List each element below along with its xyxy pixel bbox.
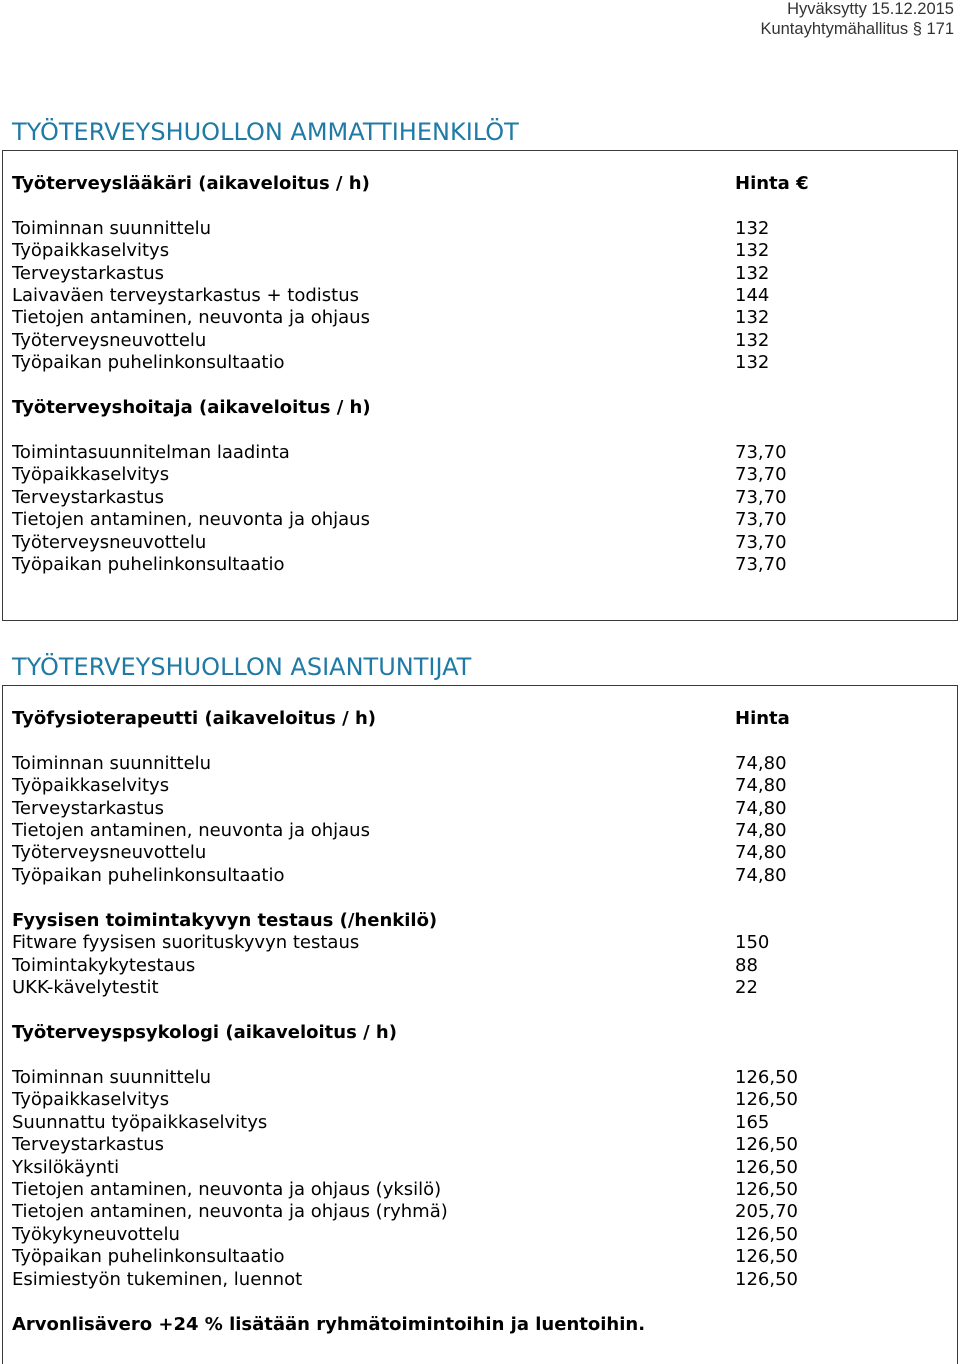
- service-price: 150: [735, 932, 770, 954]
- group-title: Työterveyspsykologi (aikaveloitus / h): [12, 1021, 397, 1043]
- group-title: Työfysioterapeutti (aikaveloitus / h): [12, 707, 377, 729]
- price-row: [12, 1089, 948, 1111]
- group-heading: [12, 708, 948, 730]
- service-price: 22: [735, 977, 758, 999]
- service-name: Työpaikkaselvitys: [12, 464, 170, 486]
- service-price: 73,70: [735, 531, 787, 553]
- service-price: 73,70: [735, 554, 787, 576]
- group-heading: [12, 173, 948, 195]
- price-row: [12, 240, 948, 262]
- group-title: Fyysisen toimintakyvyn testaus (/henkilö): [12, 909, 438, 931]
- price-group: [12, 1022, 948, 1291]
- price-group: [12, 173, 948, 375]
- service-price: 74,80: [735, 864, 787, 886]
- price-row: [12, 330, 948, 352]
- service-price: 144: [735, 284, 770, 306]
- group-heading: [12, 1022, 948, 1044]
- price-row: [12, 1134, 948, 1156]
- service-name: Työpaikkaselvitys: [12, 240, 170, 262]
- service-name: Toiminnan suunnittelu: [12, 752, 212, 774]
- service-price: 73,70: [735, 464, 787, 486]
- price-column-header: Hinta €: [735, 172, 809, 194]
- price-row: [12, 352, 948, 374]
- service-price: 132: [735, 262, 770, 284]
- service-name: Työterveysneuvottelu: [12, 329, 207, 351]
- service-name: Työpaikkaselvitys: [12, 775, 170, 797]
- price-row: [12, 263, 948, 285]
- service-name: Työterveysneuvottelu: [12, 531, 207, 553]
- service-name: Työpaikan puhelinkonsultaatio: [12, 1246, 285, 1268]
- price-row: [12, 442, 948, 464]
- section-title: TYÖTERVEYSHUOLLON ASIANTUNTIJAT: [12, 653, 472, 681]
- service-price: 73,70: [735, 486, 787, 508]
- service-name: Laivaväen terveystarkastus + todistus: [12, 284, 360, 306]
- service-name: Terveystarkastus: [12, 262, 165, 284]
- service-name: UKK-kävelytestit: [12, 977, 159, 999]
- price-group: [12, 910, 948, 1000]
- service-price: 126,50: [735, 1156, 798, 1178]
- price-row: [12, 554, 948, 576]
- service-price: 132: [735, 240, 770, 262]
- decision-reference: Kuntayhtymähallitus § 171: [760, 19, 954, 38]
- price-row: [12, 775, 948, 797]
- service-price: 132: [735, 352, 770, 374]
- service-name: Tietojen antaminen, neuvonta ja ohjaus: [12, 819, 370, 841]
- service-price: 132: [735, 217, 770, 239]
- service-name: Toimintakykytestaus: [12, 954, 196, 976]
- price-row: [12, 464, 948, 486]
- service-price: 126,50: [735, 1178, 798, 1200]
- service-price: 126,50: [735, 1268, 798, 1290]
- service-name: Työkykyneuvottelu: [12, 1223, 180, 1245]
- service-name: Toiminnan suunnittelu: [12, 1066, 212, 1088]
- service-price: 205,70: [735, 1201, 798, 1223]
- service-name: Työpaikan puhelinkonsultaatio: [12, 864, 285, 886]
- price-row: [12, 1269, 948, 1291]
- service-price: 126,50: [735, 1066, 798, 1088]
- price-row: [12, 865, 948, 887]
- service-name: Terveystarkastus: [12, 1134, 165, 1156]
- price-row: [12, 842, 948, 864]
- price-row: [12, 285, 948, 307]
- group-heading: [12, 397, 948, 419]
- price-row: [12, 932, 948, 954]
- service-name: Työpaikan puhelinkonsultaatio: [12, 554, 285, 576]
- price-row: [12, 977, 948, 999]
- document-header: [760, 0, 954, 39]
- service-name: Toiminnan suunnittelu: [12, 217, 212, 239]
- price-row: [12, 1067, 948, 1089]
- service-price: 73,70: [735, 442, 787, 464]
- service-price: 132: [735, 307, 770, 329]
- price-row: [12, 820, 948, 842]
- service-name: Fitware fyysisen suorituskyvyn testaus: [12, 932, 360, 954]
- service-price: 126,50: [735, 1134, 798, 1156]
- section-title: TYÖTERVEYSHUOLLON AMMATTIHENKILÖT: [12, 118, 519, 146]
- price-row: [12, 1201, 948, 1223]
- service-name: Esimiestyön tukeminen, luennot: [12, 1268, 303, 1290]
- price-row: [12, 955, 948, 977]
- price-row: [12, 1246, 948, 1268]
- price-row: [12, 487, 948, 509]
- service-name: Suunnattu työpaikkaselvitys: [12, 1111, 268, 1133]
- price-row: [12, 1224, 948, 1246]
- group-title: Työterveyshoitaja (aikaveloitus / h): [12, 397, 371, 419]
- service-name: Terveystarkastus: [12, 797, 165, 819]
- service-price: 126,50: [735, 1223, 798, 1245]
- service-price: 126,50: [735, 1246, 798, 1268]
- service-price: 74,80: [735, 775, 787, 797]
- service-price: 132: [735, 329, 770, 351]
- service-name: Työpaikan puhelinkonsultaatio: [12, 352, 285, 374]
- price-column-header: Hinta: [735, 707, 790, 729]
- price-row: [12, 798, 948, 820]
- service-name: Tietojen antaminen, neuvonta ja ohjaus: [12, 307, 370, 329]
- price-row: [12, 509, 948, 531]
- service-name: Yksilökäynti: [12, 1156, 120, 1178]
- service-name: Tietojen antaminen, neuvonta ja ohjaus (ryhmä): [12, 1201, 448, 1223]
- service-price: 165: [735, 1111, 770, 1133]
- price-group: [12, 708, 948, 888]
- service-price: 74,80: [735, 819, 787, 841]
- service-price: 74,80: [735, 842, 787, 864]
- price-row: [12, 753, 948, 775]
- price-row: [12, 307, 948, 329]
- service-name: Toimintasuunnitelman laadinta: [12, 442, 290, 464]
- service-price: 74,80: [735, 752, 787, 774]
- service-price: 126,50: [735, 1089, 798, 1111]
- service-name: Työpaikkaselvitys: [12, 1089, 170, 1111]
- service-name: Terveystarkastus: [12, 486, 165, 508]
- price-row: [12, 1112, 948, 1134]
- price-row: [12, 1179, 948, 1201]
- price-group: [12, 397, 948, 577]
- price-row: [12, 218, 948, 240]
- price-table-professionals: [2, 150, 958, 621]
- group-heading: [12, 910, 948, 932]
- service-name: Tietojen antaminen, neuvonta ja ohjaus (yksilö): [12, 1178, 442, 1200]
- group-title: Työterveyslääkäri (aikaveloitus / h): [12, 172, 370, 194]
- service-price: 73,70: [735, 509, 787, 531]
- service-name: Tietojen antaminen, neuvonta ja ohjaus: [12, 509, 370, 531]
- price-table-experts: [2, 685, 958, 1364]
- service-name: Työterveysneuvottelu: [12, 842, 207, 864]
- price-row: [12, 1157, 948, 1179]
- service-price: 88: [735, 954, 758, 976]
- vat-note: Arvonlisävero +24 % lisätään ryhmätoimintoihin ja luentoihin.: [12, 1313, 646, 1335]
- service-price: 74,80: [735, 797, 787, 819]
- price-row: [12, 532, 948, 554]
- approval-date: Hyväksytty 15.12.2015: [787, 0, 954, 18]
